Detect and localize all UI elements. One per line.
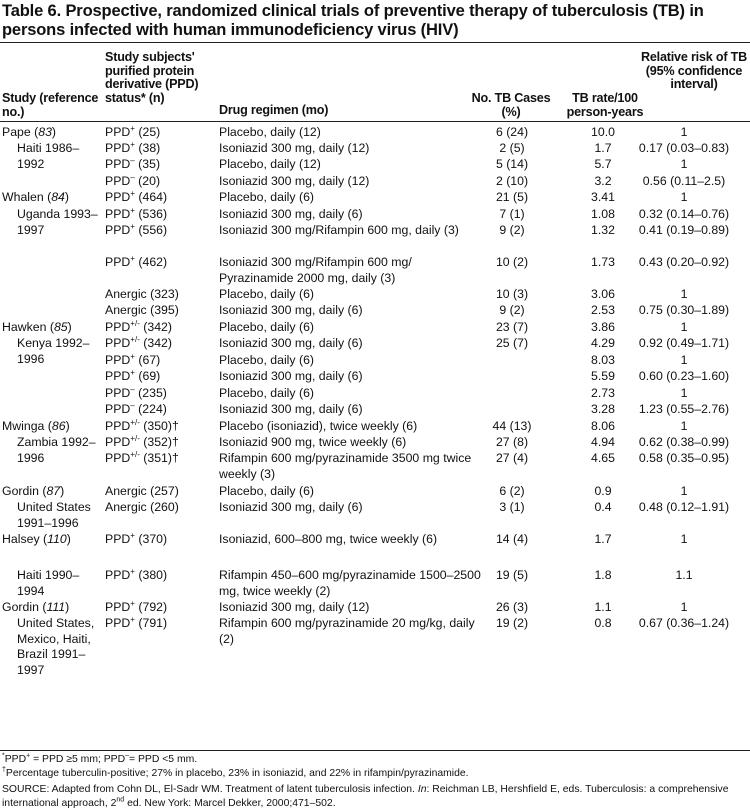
cell-study: Halsey (110) [2,532,71,546]
header-regimen: Drug regimen (mo) [219,103,329,117]
cell-cases: 44 (13) [492,419,532,433]
cell-rate: 10.0 [591,125,615,139]
cell-cases: 2 (10) [495,174,529,188]
cell-regimen: Placebo, daily (6) [219,386,315,400]
cell-regimen: Isoniazid 300 mg, daily (6) [219,336,363,350]
cell-rate: 1.8 [594,568,612,582]
cell-cases: 21 (5) [495,190,529,204]
cell-subjects: PPD+/- (352)† [105,433,179,449]
cell-relative-risk: 0.67 (0.36–1.24) [638,616,730,630]
cell-rate: 2.53 [591,303,615,317]
cell-relative-risk: 0.62 (0.38–0.99) [638,435,730,449]
cell-subjects: Anergic (323) [105,287,179,301]
header-subjects: Study subjects' purified protein derivative (PPD) status* (n) [105,50,199,105]
cell-study: Whalen (84) [2,190,70,204]
cell-regimen: Isoniazid 300 mg/Rifampin 600 mg/ Pyrazinamide 2000 mg, daily (3) [219,255,412,285]
cell-relative-risk: 1 [680,287,688,301]
cell-subjects: PPD+ (370) [105,530,168,546]
cell-regimen: Isoniazid 300 mg, daily (6) [219,500,363,514]
cell-study: Zambia 1992–1996 [17,435,96,465]
cell-regimen: Isoniazid 300 mg, daily (12) [219,141,370,155]
bottom-rule [0,750,750,751]
cell-regimen: Placebo (isoniazid), twice weekly (6) [219,419,418,433]
cell-relative-risk: 1 [680,532,688,546]
cell-rate: 3.2 [594,174,612,188]
cell-cases: 5 (14) [495,157,529,171]
cell-rate: 5.7 [594,157,612,171]
cell-study: United States, Mexico, Haiti, Brazil 1991–1997 [17,616,95,678]
cell-subjects: PPD+ (464) [105,188,168,204]
cell-rate: 4.94 [591,435,615,449]
table-title: Table 6. Prospective, randomized clinical trials of preventive therapy of tuberculosis (TB) in persons infected with human immunodeficiency virus (HIV) [2,2,704,39]
cell-regimen: Placebo, daily (6) [219,484,315,498]
cell-study: Kenya 1992–1996 [17,336,90,366]
cell-relative-risk: 1 [680,600,688,614]
cell-regimen: Rifampin 600 mg/pyrazinamide 3500 mg twice weekly (3) [219,451,472,481]
cell-regimen: Placebo, daily (12) [219,125,321,139]
footnote-percentage: †Percentage tuberculin-positive; 27% in placebo, 23% in isoniazid, and 22% in rifampin/pyrazinamide. [2,766,469,779]
cell-relative-risk: 1 [680,157,688,171]
cell-relative-risk: 0.58 (0.35–0.95) [638,451,730,465]
cell-cases: 25 (7) [495,336,529,350]
cell-cases: 10 (2) [495,255,529,269]
header-relative-risk: Relative risk of TB (95% confidence interval) [640,50,748,92]
cell-cases: 27 (4) [495,451,529,465]
cell-subjects: PPD+ (536) [105,205,168,221]
cell-rate: 1.08 [591,207,615,221]
cell-study: Uganda 1993–1997 [17,207,98,237]
cell-rate: 3.41 [591,190,615,204]
cell-regimen: Isoniazid 300 mg, daily (6) [219,369,363,383]
cell-relative-risk: 0.41 (0.19–0.89) [638,223,730,237]
cell-rate: 3.86 [591,320,615,334]
cell-subjects: PPD+ (380) [105,566,168,582]
cell-cases: 9 (2) [499,303,525,317]
cell-study: United States 1991–1996 [17,500,91,530]
cell-cases: 7 (1) [499,207,525,221]
cell-rate: 1.7 [594,532,612,546]
cell-relative-risk: 1 [680,484,688,498]
cell-subjects: PPD+/- (342) [105,334,172,350]
cell-regimen: Placebo, daily (6) [219,190,315,204]
cell-relative-risk: 1 [680,125,688,139]
cell-study: Pape (83) [2,125,57,139]
cell-subjects: Anergic (260) [105,500,179,514]
cell-cases: 3 (1) [499,500,525,514]
cell-regimen: Isoniazid 300 mg, daily (6) [219,303,363,317]
cell-regimen: Placebo, daily (6) [219,353,315,367]
cell-rate: 3.06 [591,287,615,301]
cell-cases: 10 (3) [495,287,529,301]
header-cases: No. TB Cases (%) [471,91,551,119]
cell-subjects: PPD+/- (351)† [105,449,179,465]
cell-rate: 0.9 [594,484,612,498]
cell-relative-risk: 1 [680,386,688,400]
cell-regimen: Isoniazid 300 mg, daily (12) [219,600,370,614]
cell-rate: 0.8 [594,616,612,630]
cell-relative-risk: 1 [680,419,688,433]
cell-rate: 1.73 [591,255,615,269]
cell-subjects: PPD+ (38) [105,139,161,155]
cell-rate: 8.03 [591,353,615,367]
cell-rate: 2.73 [591,386,615,400]
cell-cases: 19 (5) [495,568,529,582]
cell-regimen: Placebo, daily (6) [219,287,315,301]
cell-rate: 1.32 [591,223,615,237]
cell-cases: 26 (3) [495,600,529,614]
cell-regimen: Isoniazid 300 mg/Rifampin 600 mg, daily (3) [219,223,459,237]
cell-subjects: PPD– (224) [105,400,167,416]
cell-study: Gordin (87) [2,484,65,498]
cell-subjects: PPD+ (67) [105,351,161,367]
cell-subjects: PPD+ (69) [105,367,161,383]
cell-cases: 14 (4) [495,532,529,546]
header-rate: TB rate/100 person-years [566,91,644,119]
source-note: SOURCE: Adapted from Cohn DL, El-Sadr WM. Treatment of latent tuberculosis infection. In: Reichman LB, Hershfield E, eds. Tuberculosis: a comprehensive international approach, 2nd ed. New York: Marcel Dekker, 2000;471–502. [2,784,729,809]
cell-cases: 27 (8) [495,435,529,449]
cell-cases: 6 (2) [499,484,525,498]
cell-relative-risk: 1 [680,320,688,334]
cell-study: Hawken (85) [2,320,72,334]
cell-relative-risk: 1.23 (0.55–2.76) [638,402,730,416]
cell-regimen: Isoniazid 300 mg, daily (6) [219,207,363,221]
cell-regimen: Rifampin 600 mg/pyrazinamide 20 mg/kg, daily (2) [219,616,475,646]
cell-relative-risk: 1.1 [675,568,693,582]
cell-subjects: PPD+ (791) [105,614,168,630]
footnote-ppd: *PPD+ = PPD ≥5 mm; PPD–= PPD <5 mm. [2,752,198,765]
cell-rate: 0.4 [594,500,612,514]
cell-subjects: PPD+/- (350)† [105,417,179,433]
cell-relative-risk: 0.75 (0.30–1.89) [638,303,730,317]
cell-regimen: Isoniazid 300 mg, daily (12) [219,174,370,188]
cell-subjects: PPD+ (556) [105,221,168,237]
cell-cases: 6 (24) [495,125,529,139]
header-study: Study (reference no.) [2,91,99,119]
cell-relative-risk: 0.56 (0.11–2.5) [642,174,726,188]
cell-subjects: PPD– (235) [105,384,167,400]
header-rule [0,121,750,122]
cell-relative-risk: 0.32 (0.14–0.76) [638,207,730,221]
cell-relative-risk: 1 [680,353,688,367]
cell-subjects: PPD+/- (342) [105,318,172,334]
cell-rate: 1.7 [594,141,612,155]
cell-subjects: Anergic (257) [105,484,179,498]
cell-rate: 4.29 [591,336,615,350]
cell-regimen: Isoniazid, 600–800 mg, twice weekly (6) [219,532,438,546]
cell-relative-risk: 0.92 (0.49–1.71) [638,336,730,350]
cell-study: Haiti 1990–1994 [17,568,80,598]
cell-rate: 3.28 [591,402,615,416]
cell-regimen: Placebo, daily (6) [219,320,315,334]
cell-cases: 9 (2) [499,223,525,237]
top-rule [0,42,750,43]
cell-regimen: Isoniazid 300 mg, daily (6) [219,402,363,416]
cell-study: Gordin (111) [2,600,70,614]
cell-subjects: PPD+ (792) [105,598,168,614]
cell-regimen: Rifampin 450–600 mg/pyrazinamide 1500–2500 mg, twice weekly (2) [219,568,481,598]
cell-cases: 2 (5) [499,141,525,155]
cell-relative-risk: 1 [680,190,688,204]
cell-subjects: Anergic (395) [105,303,179,317]
cell-regimen: Isoniazid 900 mg, twice weekly (6) [219,435,407,449]
cell-study: Haiti 1986–1992 [17,141,80,171]
cell-subjects: PPD– (35) [105,155,161,171]
cell-relative-risk: 0.17 (0.03–0.83) [638,141,730,155]
cell-study: Mwinga (86) [2,419,70,433]
cell-rate: 1.1 [594,600,612,614]
cell-rate: 4.65 [591,451,615,465]
cell-rate: 5.59 [591,369,615,383]
cell-relative-risk: 0.48 (0.12–1.91) [638,500,730,514]
cell-subjects: PPD+ (462) [105,253,168,269]
cell-rate: 8.06 [591,419,615,433]
cell-cases: 23 (7) [495,320,529,334]
cell-relative-risk: 0.60 (0.23–1.60) [638,369,730,383]
cell-relative-risk: 0.43 (0.20–0.92) [638,255,730,269]
cell-cases: 19 (2) [495,616,529,630]
cell-subjects: PPD+ (25) [105,123,161,139]
cell-regimen: Placebo, daily (12) [219,157,321,171]
cell-subjects: PPD– (20) [105,172,161,188]
